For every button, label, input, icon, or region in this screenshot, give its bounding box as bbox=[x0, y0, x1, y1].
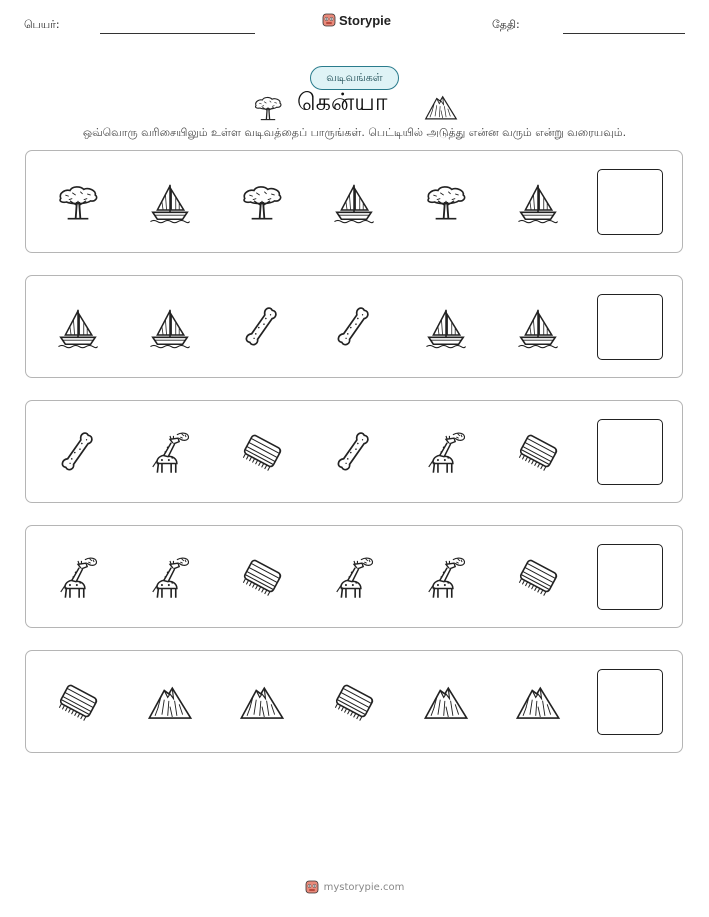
pattern-cell bbox=[329, 427, 379, 477]
answer-box[interactable] bbox=[597, 294, 663, 360]
answer-box[interactable] bbox=[597, 419, 663, 485]
page-title: கென்யா bbox=[297, 88, 388, 116]
storypie-mascot-icon bbox=[322, 12, 336, 28]
pattern-cell bbox=[513, 427, 563, 477]
pattern-cell bbox=[513, 677, 563, 727]
pattern-row-3 bbox=[25, 400, 683, 503]
answer-box[interactable] bbox=[597, 669, 663, 735]
pattern-cell bbox=[145, 552, 195, 602]
pattern-row-5 bbox=[25, 650, 683, 753]
giraffe-icon bbox=[147, 554, 193, 600]
giraffe-icon bbox=[423, 429, 469, 475]
pattern-cell bbox=[53, 427, 103, 477]
pattern-cell bbox=[53, 677, 103, 727]
pattern-cell bbox=[237, 177, 287, 227]
bone-icon bbox=[55, 429, 101, 475]
title-row bbox=[0, 88, 709, 124]
blanket-icon bbox=[331, 679, 377, 725]
pattern-row-2 bbox=[25, 275, 683, 378]
brand-name: Storypie bbox=[339, 12, 392, 28]
sailboat-icon bbox=[515, 179, 561, 225]
brand-logo bbox=[322, 12, 391, 28]
sailboat-icon bbox=[55, 304, 101, 350]
blanket-icon bbox=[239, 554, 285, 600]
pattern-cell bbox=[329, 177, 379, 227]
pattern-cell bbox=[53, 552, 103, 602]
name-line[interactable] bbox=[100, 33, 255, 34]
footer bbox=[0, 879, 709, 895]
pattern-cell bbox=[421, 302, 471, 352]
tree-icon bbox=[55, 179, 101, 225]
mountain-icon bbox=[239, 679, 285, 725]
answer-box[interactable] bbox=[597, 544, 663, 610]
giraffe-icon bbox=[331, 554, 377, 600]
mountain-icon bbox=[424, 90, 458, 124]
pattern-row-4 bbox=[25, 525, 683, 628]
pattern-cell bbox=[421, 427, 471, 477]
mountain-icon bbox=[515, 679, 561, 725]
blanket-icon bbox=[515, 554, 561, 600]
instructions: ஒவ்வொரு வரிசையிலும் உள்ள வடிவத்தைப் பாருங்கள். பெட்டியில் அடுத்து என்ன வரும் என்று வரையவும். bbox=[82, 126, 627, 139]
pattern-cell bbox=[513, 552, 563, 602]
sailboat-icon bbox=[423, 304, 469, 350]
mountain-icon bbox=[147, 679, 193, 725]
date-label: தேதி: bbox=[492, 18, 520, 31]
pattern-cell bbox=[237, 677, 287, 727]
tree-icon bbox=[423, 179, 469, 225]
name-label: பெயர்: bbox=[24, 18, 60, 31]
giraffe-icon bbox=[147, 429, 193, 475]
pattern-cell bbox=[421, 677, 471, 727]
pattern-cell bbox=[237, 302, 287, 352]
pattern-row-1 bbox=[25, 150, 683, 253]
giraffe-icon bbox=[55, 554, 101, 600]
storypie-mascot-icon bbox=[305, 879, 319, 895]
blanket-icon bbox=[515, 429, 561, 475]
answer-box[interactable] bbox=[597, 169, 663, 235]
giraffe-icon bbox=[423, 554, 469, 600]
pattern-cell bbox=[145, 677, 195, 727]
pattern-cell bbox=[237, 552, 287, 602]
sailboat-icon bbox=[515, 304, 561, 350]
sailboat-icon bbox=[147, 304, 193, 350]
pattern-cell bbox=[145, 302, 195, 352]
bone-icon bbox=[331, 304, 377, 350]
pattern-cell bbox=[53, 302, 103, 352]
mountain-icon bbox=[423, 679, 469, 725]
blanket-icon bbox=[55, 679, 101, 725]
sailboat-icon bbox=[147, 179, 193, 225]
pattern-cell bbox=[145, 177, 195, 227]
pattern-cell bbox=[329, 677, 379, 727]
sailboat-icon bbox=[331, 179, 377, 225]
pattern-cell bbox=[53, 177, 103, 227]
pattern-cell bbox=[421, 552, 471, 602]
tree-icon bbox=[239, 179, 285, 225]
footer-url: mystorypie.com bbox=[323, 881, 405, 893]
tree-icon bbox=[252, 92, 284, 124]
pattern-cell bbox=[329, 552, 379, 602]
pattern-cell bbox=[421, 177, 471, 227]
topic-tag: வடிவங்கள் bbox=[310, 66, 399, 90]
pattern-cell bbox=[513, 177, 563, 227]
pattern-cell bbox=[237, 427, 287, 477]
pattern-cell bbox=[145, 427, 195, 477]
blanket-icon bbox=[239, 429, 285, 475]
date-line[interactable] bbox=[563, 33, 685, 34]
bone-icon bbox=[331, 429, 377, 475]
pattern-cell bbox=[513, 302, 563, 352]
pattern-cell bbox=[329, 302, 379, 352]
bone-icon bbox=[239, 304, 285, 350]
